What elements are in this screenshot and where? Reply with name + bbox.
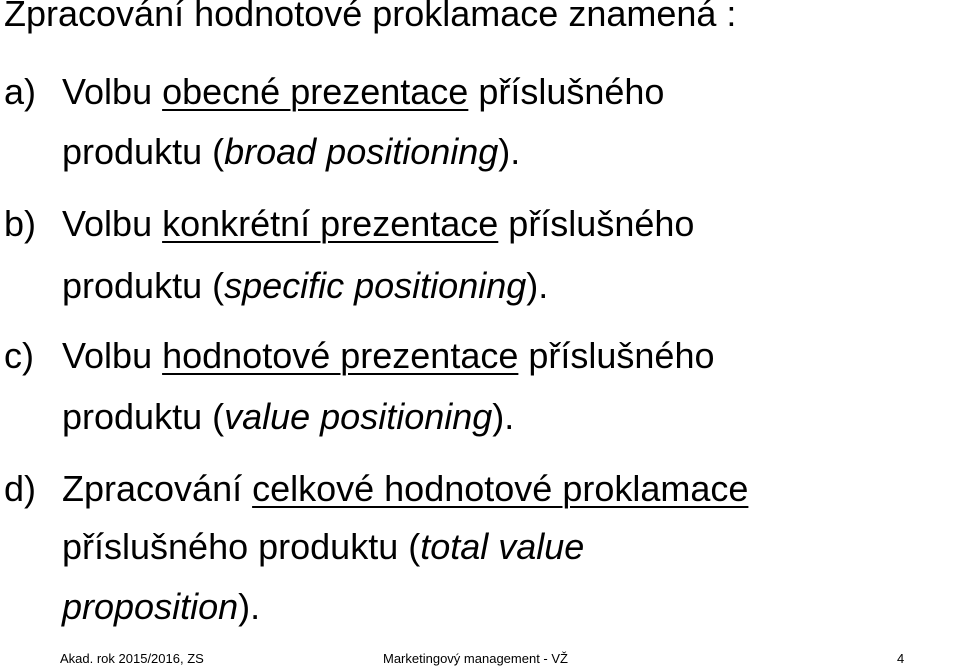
item-line-3 (62, 578, 260, 636)
item-marker: b) (4, 203, 37, 244)
item-text: příslušného (518, 335, 715, 376)
item-line-1 (62, 327, 715, 385)
item-text: ). (492, 396, 515, 437)
slide-title: Zpracování hodnotové proklamace znamená : (4, 0, 737, 34)
footer-academic-year: Akad. rok 2015/2016, ZS (60, 651, 204, 666)
item-line-1 (62, 195, 694, 253)
item-text: produktu ( (62, 265, 225, 306)
item-line-2 (62, 518, 584, 576)
item-text: příslušného produktu ( (62, 526, 421, 567)
item-italic-text: specific positioning (224, 265, 527, 306)
item-italic-text: total value (420, 526, 585, 567)
item-text: ). (498, 131, 521, 172)
item-marker: a) (4, 71, 37, 112)
item-line-2 (62, 123, 520, 181)
item-italic-text: value positioning (224, 396, 493, 437)
item-marker: d) (4, 468, 37, 509)
item-text: příslušného (468, 71, 665, 112)
item-marker: c) (4, 335, 34, 376)
item-text: ). (238, 586, 261, 627)
item-text: Volbu (62, 71, 163, 112)
item-line-2 (62, 257, 548, 315)
item-text: ). (526, 265, 549, 306)
item-italic-text: broad positioning (224, 131, 499, 172)
item-text: produktu ( (62, 396, 225, 437)
item-underlined-text: celkové hodnotové proklamace (252, 468, 749, 509)
item-text: příslušného (498, 203, 695, 244)
item-line-2 (62, 388, 514, 446)
item-text: Volbu (62, 203, 163, 244)
item-underlined-text: hodnotové prezentace (162, 335, 519, 376)
footer-course-title: Marketingový management - VŽ (383, 651, 568, 666)
item-italic-text: proposition (62, 586, 239, 627)
item-text: Volbu (62, 335, 163, 376)
item-text: Zpracování (62, 468, 253, 509)
item-line-1 (62, 63, 664, 121)
footer-page-number: 4 (897, 651, 905, 666)
item-underlined-text: konkrétní prezentace (162, 203, 499, 244)
item-text: produktu ( (62, 131, 225, 172)
item-line-1 (62, 460, 748, 518)
item-underlined-text: obecné prezentace (162, 71, 469, 112)
